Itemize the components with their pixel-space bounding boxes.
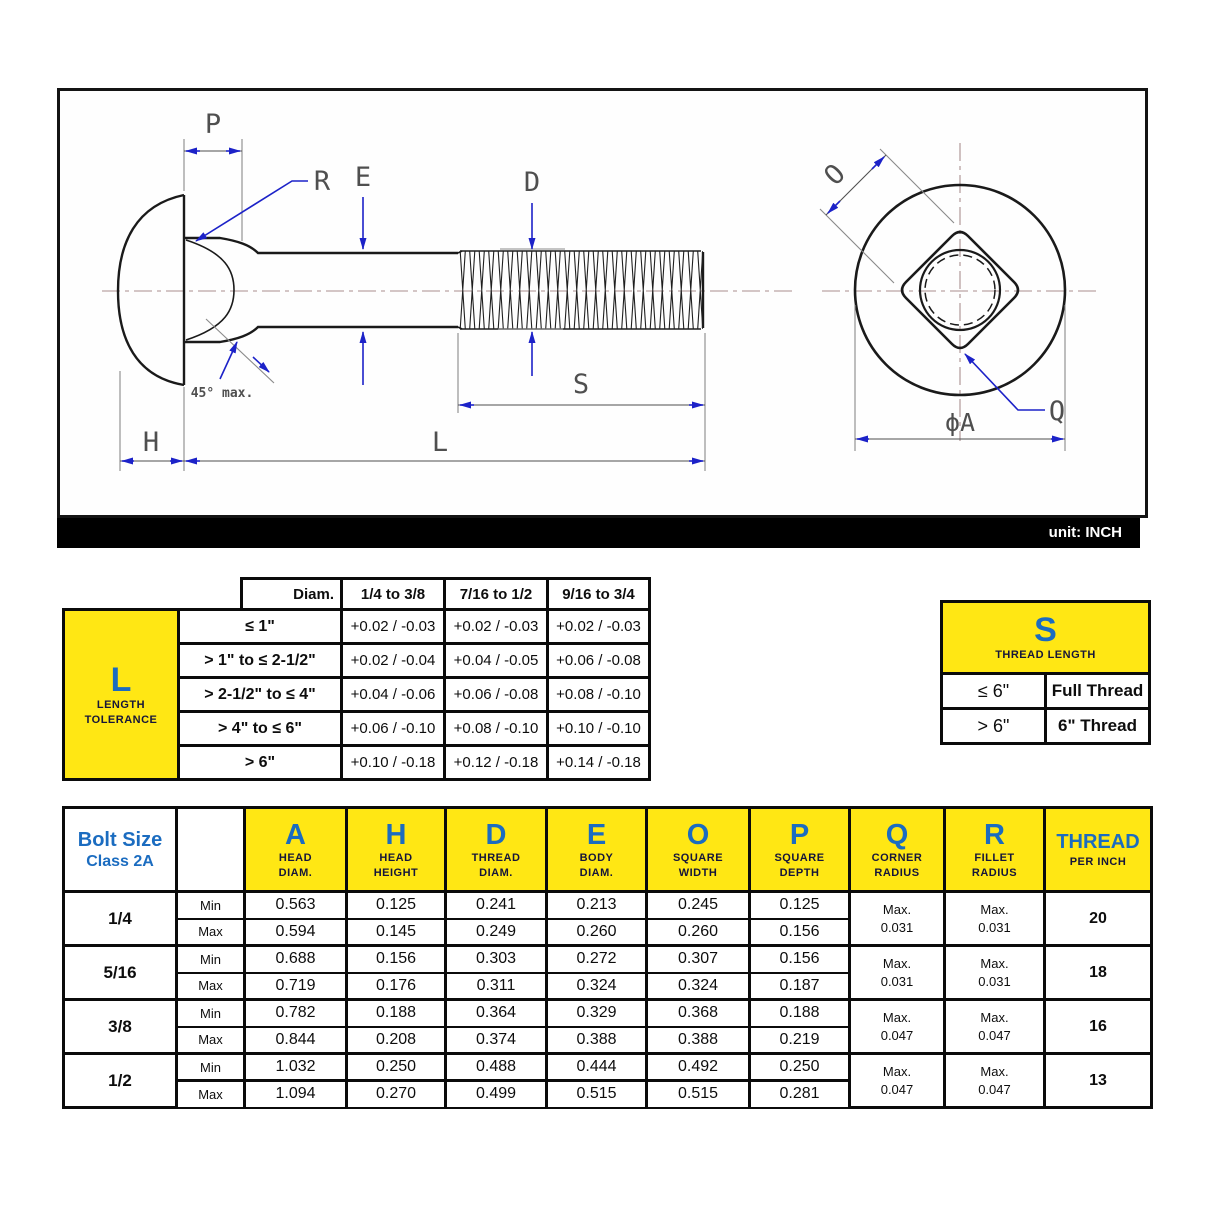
bolt-drawing-frame bbox=[57, 88, 1148, 518]
max-dot: Max. bbox=[980, 955, 1009, 971]
dim-label-phi-a: ϕA bbox=[944, 408, 976, 437]
dim-value: 0.307 bbox=[647, 946, 750, 973]
s-header-sub: THREAD LENGTH bbox=[995, 649, 1096, 661]
dim-value: 0.176 bbox=[347, 973, 446, 1000]
col-header-e bbox=[547, 808, 647, 892]
col-name1: HEAD bbox=[278, 851, 313, 864]
l-row-label: > 6" bbox=[179, 746, 342, 780]
q-value: 0.047 bbox=[880, 1027, 914, 1043]
l-header-diam: Diam. bbox=[242, 579, 342, 610]
dim-value: 0.515 bbox=[647, 1081, 750, 1108]
dim-value: 0.364 bbox=[446, 1000, 547, 1027]
tpi-value: 18 bbox=[1045, 946, 1152, 1000]
dim-value: 0.499 bbox=[446, 1081, 547, 1108]
size-label: 3/8 bbox=[64, 1000, 177, 1054]
col-header-d bbox=[446, 808, 547, 892]
dim-value: 0.219 bbox=[750, 1027, 850, 1054]
dim-value: 0.188 bbox=[347, 1000, 446, 1027]
tpi-value: 20 bbox=[1045, 892, 1152, 946]
r-value: 0.031 bbox=[978, 919, 1011, 935]
dim-value: 0.782 bbox=[245, 1000, 347, 1027]
l-value: +0.14 / -0.18 bbox=[548, 746, 650, 780]
q-value: 0.047 bbox=[880, 1081, 914, 1097]
dim-label-o: O bbox=[818, 158, 852, 192]
max-dot: Max. bbox=[882, 1063, 912, 1079]
l-header-col-2: 9/16 to 3/4 bbox=[548, 579, 650, 610]
l-row-label: > 1" to ≤ 2-1/2" bbox=[179, 644, 342, 678]
r-value: 0.031 bbox=[978, 973, 1011, 989]
dim-value: 0.249 bbox=[446, 919, 547, 946]
l-value: +0.10 / -0.18 bbox=[342, 746, 445, 780]
s-value: 6" Thread bbox=[1046, 709, 1150, 744]
neck-body-top bbox=[184, 238, 458, 253]
dim-label-p: P bbox=[204, 109, 222, 140]
r-cell bbox=[945, 1054, 1045, 1108]
l-row-label: > 4" to ≤ 6" bbox=[179, 712, 342, 746]
neck-body-bottom bbox=[184, 327, 458, 342]
max-dot: Max. bbox=[882, 955, 912, 971]
dim-value: 1.094 bbox=[245, 1081, 347, 1108]
dim-value: 0.125 bbox=[750, 892, 850, 919]
s-value: Full Thread bbox=[1046, 674, 1150, 709]
dim-value: 0.270 bbox=[347, 1081, 446, 1108]
q-cell bbox=[850, 892, 945, 946]
min-label: Min bbox=[177, 946, 245, 973]
dim-value: 0.329 bbox=[547, 1000, 647, 1027]
dim-value: 0.156 bbox=[750, 919, 850, 946]
dim-value: 0.374 bbox=[446, 1027, 547, 1054]
l-corner-line2: TOLERANCE bbox=[84, 713, 158, 726]
dim-value: 0.488 bbox=[446, 1054, 547, 1081]
dim-value: 0.213 bbox=[547, 892, 647, 919]
q-value: 0.031 bbox=[880, 919, 914, 935]
s-condition: ≤ 6" bbox=[942, 674, 1046, 709]
dim-value: 0.563 bbox=[245, 892, 347, 919]
col-name1: FILLET bbox=[974, 851, 1015, 864]
dim-value: 0.272 bbox=[547, 946, 647, 973]
col-name2: DIAM. bbox=[278, 866, 313, 879]
col-letter: E bbox=[586, 818, 607, 851]
carriage-bolt-drawing bbox=[60, 91, 1145, 515]
unit-label: unit: INCH bbox=[1048, 524, 1122, 541]
l-value: +0.06 / -0.08 bbox=[548, 644, 650, 678]
dim-label-h: H bbox=[142, 427, 160, 458]
r-value: 0.047 bbox=[978, 1027, 1011, 1043]
l-value: +0.04 / -0.06 bbox=[342, 678, 445, 712]
l-value: +0.06 / -0.08 bbox=[445, 678, 548, 712]
col-name1: SQUARE bbox=[774, 851, 825, 864]
l-value: +0.04 / -0.05 bbox=[445, 644, 548, 678]
dim-value: 0.594 bbox=[245, 919, 347, 946]
l-value: +0.12 / -0.18 bbox=[445, 746, 548, 780]
col-name2: WIDTH bbox=[678, 866, 718, 879]
tpi-value: 13 bbox=[1045, 1054, 1152, 1108]
s-header-letter: S bbox=[1034, 611, 1057, 649]
l-table-spacer bbox=[64, 579, 242, 610]
q-value: 0.031 bbox=[880, 973, 914, 989]
l-corner-cell bbox=[64, 610, 179, 780]
dim-label-l: L bbox=[431, 427, 449, 458]
r-cell bbox=[945, 946, 1045, 1000]
dim-value: 0.303 bbox=[446, 946, 547, 973]
bolt-size-title: Bolt Size bbox=[77, 828, 163, 851]
dim-label-r: R bbox=[313, 166, 331, 197]
col-header-h bbox=[347, 808, 446, 892]
dim-value: 0.388 bbox=[647, 1027, 750, 1054]
max-label: Max bbox=[177, 973, 245, 1000]
l-header-col-0: 1/4 to 3/8 bbox=[342, 579, 445, 610]
dim-value: 0.260 bbox=[547, 919, 647, 946]
col-letter: P bbox=[789, 818, 810, 851]
q-cell bbox=[850, 1054, 945, 1108]
dim-value: 0.324 bbox=[647, 973, 750, 1000]
col-name1: CORNER bbox=[871, 851, 923, 864]
minmax-header-spacer bbox=[177, 808, 245, 892]
dim-value: 0.156 bbox=[347, 946, 446, 973]
dimension-table bbox=[62, 806, 1153, 1109]
drawing-panel bbox=[57, 88, 1148, 548]
thread-line1: THREAD bbox=[1056, 831, 1140, 853]
max-dot: Max. bbox=[980, 901, 1009, 917]
l-header-col-1: 7/16 to 1/2 bbox=[445, 579, 548, 610]
l-value: +0.10 / -0.10 bbox=[548, 712, 650, 746]
thread-length-table bbox=[940, 600, 1151, 745]
col-name1: BODY bbox=[579, 851, 614, 864]
dim-value: 0.241 bbox=[446, 892, 547, 919]
r-cell bbox=[945, 892, 1045, 946]
col-name2: HEIGHT bbox=[373, 866, 419, 879]
col-header-r bbox=[945, 808, 1045, 892]
l-value: +0.08 / -0.10 bbox=[548, 678, 650, 712]
col-name2: RADIUS bbox=[874, 866, 920, 879]
dim-value: 0.250 bbox=[750, 1054, 850, 1081]
thread-line2: PER INCH bbox=[1069, 856, 1127, 868]
head-dome-outline bbox=[118, 195, 184, 385]
dim-value: 0.515 bbox=[547, 1081, 647, 1108]
max-dot: Max. bbox=[980, 1009, 1009, 1025]
col-letter: A bbox=[285, 818, 306, 851]
min-label: Min bbox=[177, 1054, 245, 1081]
col-letter: R bbox=[984, 818, 1005, 851]
l-value: +0.02 / -0.04 bbox=[342, 644, 445, 678]
tpi-value: 16 bbox=[1045, 1000, 1152, 1054]
dim-value: 0.311 bbox=[446, 973, 547, 1000]
max-label: Max bbox=[177, 919, 245, 946]
dim-value: 0.368 bbox=[647, 1000, 750, 1027]
size-label: 5/16 bbox=[64, 946, 177, 1000]
dim-label-q: Q bbox=[1048, 396, 1066, 427]
col-name1: HEAD bbox=[379, 851, 413, 864]
dim-value: 0.324 bbox=[547, 973, 647, 1000]
l-value: +0.02 / -0.03 bbox=[342, 610, 445, 644]
dim-value: 0.245 bbox=[647, 892, 750, 919]
max-dot: Max. bbox=[882, 901, 912, 917]
unit-bar bbox=[57, 518, 1140, 548]
dim-value: 0.281 bbox=[750, 1081, 850, 1108]
l-value: +0.08 / -0.10 bbox=[445, 712, 548, 746]
dim-value: 0.492 bbox=[647, 1054, 750, 1081]
r-cell bbox=[945, 1000, 1045, 1054]
max-dot: Max. bbox=[882, 1009, 912, 1025]
length-tolerance-table bbox=[62, 577, 651, 781]
bolt-size-class: Class 2A bbox=[86, 852, 154, 870]
dim-value: 0.187 bbox=[750, 973, 850, 1000]
l-value: +0.02 / -0.03 bbox=[445, 610, 548, 644]
min-label: Min bbox=[177, 1000, 245, 1027]
col-name1: THREAD bbox=[471, 851, 521, 864]
l-value: +0.06 / -0.10 bbox=[342, 712, 445, 746]
min-label: Min bbox=[177, 892, 245, 919]
l-row-label: ≤ 1" bbox=[179, 610, 342, 644]
col-header-p bbox=[750, 808, 850, 892]
square-neck-arc bbox=[186, 240, 234, 340]
col-letter: D bbox=[485, 818, 507, 851]
chamfer-note: 45° max. bbox=[190, 386, 254, 401]
max-dot: Max. bbox=[980, 1063, 1009, 1079]
r-value: 0.047 bbox=[978, 1081, 1011, 1097]
l-corner-line1: LENGTH bbox=[96, 698, 146, 711]
dim-value: 0.260 bbox=[647, 919, 750, 946]
s-header-cell bbox=[942, 602, 1150, 674]
col-header-a bbox=[245, 808, 347, 892]
dim-value: 0.156 bbox=[750, 946, 850, 973]
q-cell bbox=[850, 946, 945, 1000]
col-letter: H bbox=[385, 818, 407, 851]
col-name1: SQUARE bbox=[672, 851, 724, 864]
q-cell bbox=[850, 1000, 945, 1054]
dim-label-e: E bbox=[354, 162, 372, 193]
col-name2: DEPTH bbox=[779, 866, 820, 879]
l-row-label: > 2-1/2" to ≤ 4" bbox=[179, 678, 342, 712]
dim-value: 1.032 bbox=[245, 1054, 347, 1081]
dim-value: 0.250 bbox=[347, 1054, 446, 1081]
col-header-q bbox=[850, 808, 945, 892]
col-name2: RADIUS bbox=[971, 866, 1018, 879]
l-value: +0.02 / -0.03 bbox=[548, 610, 650, 644]
col-name2: DIAM. bbox=[579, 866, 614, 879]
dim-value: 0.688 bbox=[245, 946, 347, 973]
max-label: Max bbox=[177, 1027, 245, 1054]
dim-label-s: S bbox=[572, 369, 590, 400]
dim-value: 0.145 bbox=[347, 919, 446, 946]
dim-value: 0.188 bbox=[750, 1000, 850, 1027]
dim-value: 0.719 bbox=[245, 973, 347, 1000]
size-label: 1/2 bbox=[64, 1054, 177, 1108]
bolt-size-header bbox=[64, 808, 177, 892]
dim-value: 0.444 bbox=[547, 1054, 647, 1081]
size-label: 1/4 bbox=[64, 892, 177, 946]
col-header-o bbox=[647, 808, 750, 892]
s-condition: > 6" bbox=[942, 709, 1046, 744]
dim-value: 0.208 bbox=[347, 1027, 446, 1054]
col-letter: O bbox=[686, 818, 710, 851]
dim-value: 0.125 bbox=[347, 892, 446, 919]
dim-value: 0.388 bbox=[547, 1027, 647, 1054]
l-corner-letter: L bbox=[110, 660, 132, 699]
thread-texture bbox=[458, 251, 703, 329]
dim-label-d: D bbox=[523, 167, 541, 198]
dim-value: 0.844 bbox=[245, 1027, 347, 1054]
col-header-thread bbox=[1045, 808, 1152, 892]
col-letter: Q bbox=[885, 818, 909, 851]
max-label: Max bbox=[177, 1081, 245, 1108]
col-name2: DIAM. bbox=[479, 866, 513, 879]
